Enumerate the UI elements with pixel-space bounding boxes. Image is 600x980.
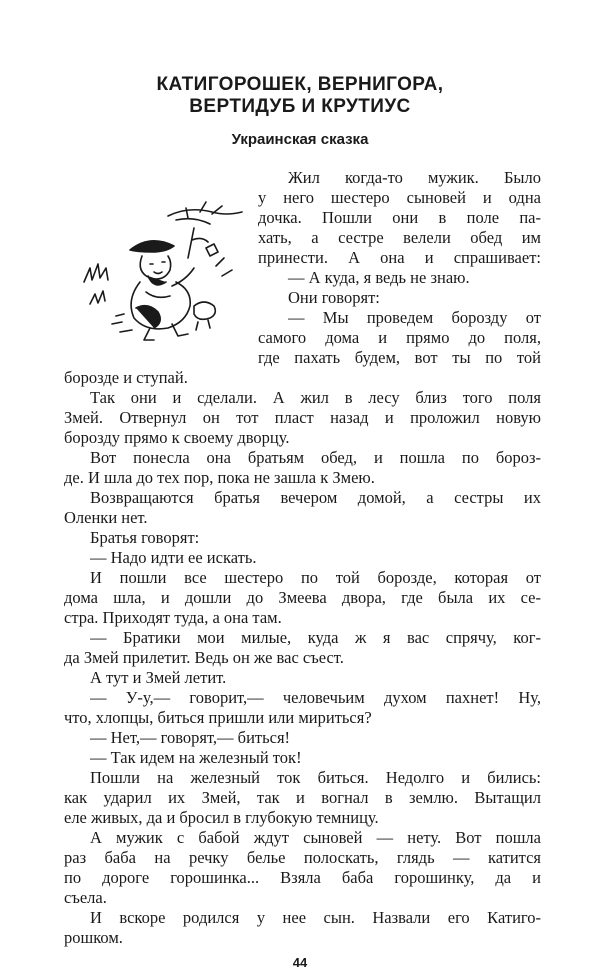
- text-line: дочка. Пошли они в поле па-: [258, 208, 541, 227]
- text-line: борозду прямо к своему дворцу.: [64, 428, 290, 447]
- story-title: [0, 74, 600, 118]
- text-line: А тут и Змей летит.: [90, 668, 227, 687]
- text-line: А мужик с бабой ждут сыновей — нету. Вот пошла: [90, 828, 541, 847]
- text-line: — Нет,— говорят,— биться!: [90, 728, 291, 747]
- story-title-line-1: КАТИГОРОШЕК, ВЕРНИГОРА,: [156, 74, 444, 95]
- text-line: раз баба на речку белье полоскать, глядь — катится: [64, 848, 541, 867]
- text-line: как ударил их Змей, так и вогнал в землю. Вытащил: [64, 788, 541, 807]
- text-line: Так они и сделали. А жил в лесу близ того поля: [90, 388, 541, 407]
- text-line: — Так идем на железный ток!: [90, 748, 302, 767]
- text-line: — У-у,— говорит,— человечьим духом пахнет! Ну,: [90, 688, 541, 707]
- text-line: самого дома и прямо до поля,: [258, 328, 541, 347]
- text-line: И пошли все шестеро по той борозде, которая от: [90, 568, 541, 587]
- text-line: Они говорят:: [288, 288, 380, 307]
- text-line: принести. А она и спрашивает:: [258, 248, 541, 267]
- text-line: Пошли на железный ток биться. Недолго и бились:: [90, 768, 541, 787]
- text-line: — Надо идти ее искать.: [90, 548, 257, 567]
- text-line: где пахать будем, вот ты по той: [258, 348, 541, 367]
- text-line: да Змей прилетит. Ведь он же вас съест.: [64, 648, 344, 667]
- text-line: Братья говорят:: [90, 528, 200, 547]
- text-line: — Мы проведем борозду от: [288, 308, 541, 327]
- story-subtitle: Украинская сказка: [231, 131, 369, 148]
- text-line: что, хлопцы, биться пришли или мириться?: [64, 708, 372, 727]
- text-line: рошком.: [64, 928, 123, 947]
- text-line: — Братики мои милые, куда ж я вас спрячу, ког-: [90, 628, 541, 647]
- text-line: съела.: [64, 888, 107, 907]
- story-title-line-2: ВЕРТИДУБ И КРУТИУС: [189, 96, 411, 117]
- text-line: И вскоре родился у нее сын. Назвали его Катиго-: [90, 908, 541, 927]
- text-line: дома шла, и дошли до Змеева двора, где была их се-: [64, 588, 541, 607]
- text-line: де. И шла до тех пор, пока не зашла к Змею.: [64, 468, 375, 487]
- text-line: Вот понесла она братьям обед, и пошла по бороз-: [90, 448, 541, 467]
- text-line: Змей. Отвернул он тот пласт назад и проложил новую: [64, 408, 541, 427]
- page-number: 44: [292, 955, 308, 970]
- text-line: борозде и ступай.: [64, 368, 188, 387]
- text-line: — А куда, я ведь не знаю.: [288, 268, 470, 287]
- text-line: еле живых, да и бросил в глубокую темницу.: [64, 808, 379, 827]
- text-line: Оленки нет.: [64, 508, 148, 527]
- text-line: Возвращаются братья вечером домой, а сестры их: [90, 488, 541, 507]
- text-line: хать, а сестре велели обед им: [258, 228, 541, 247]
- text-line: по дороге горошинка... Взяла баба горошинку, да и: [64, 868, 541, 887]
- text-line: у него шестеро сыновей и одна: [258, 188, 541, 207]
- text-line: Жил когда-то мужик. Было: [288, 168, 541, 187]
- text-line: стра. Приходят туда, а она там.: [64, 608, 282, 627]
- fairy-tale-illustration-icon: [76, 196, 252, 346]
